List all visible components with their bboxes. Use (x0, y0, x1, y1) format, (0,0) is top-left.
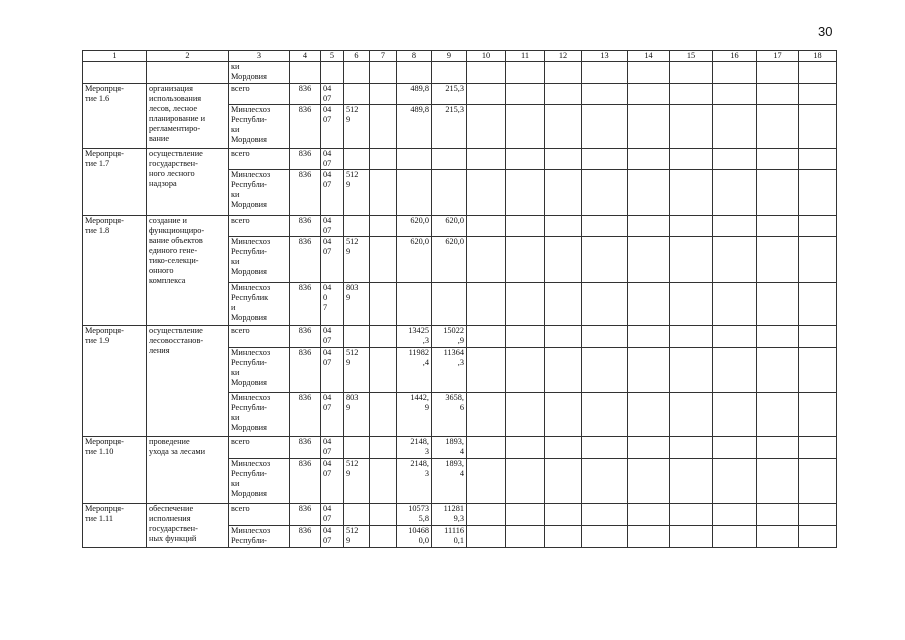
measure-description: организация использования лесов, лесное планирование и регламентиро- вание (147, 84, 229, 149)
code-cell: 04 07 (321, 526, 344, 548)
code-cell (344, 504, 370, 526)
header-cell: 11 (506, 51, 545, 62)
header-cell: 10 (467, 51, 506, 62)
header-cell: 18 (799, 51, 837, 62)
code-cell: 04 07 (321, 326, 344, 348)
value-cell (432, 149, 467, 170)
measure-name: Меропрця- тие 1.11 (83, 504, 147, 548)
code-cell: 04 07 (321, 504, 344, 526)
header-cell: 15 (670, 51, 713, 62)
code-cell: 836 (290, 170, 321, 216)
header-cell: 2 (147, 51, 229, 62)
value-cell: 620,0 (432, 237, 467, 283)
header-cell: 13 (582, 51, 628, 62)
code-cell: 836 (290, 348, 321, 393)
page-number: 30 (818, 24, 833, 39)
value-cell: 2148, 3 (397, 459, 432, 504)
code-cell: 836 (290, 459, 321, 504)
header-cell: 14 (628, 51, 670, 62)
value-cell: 13425 ,3 (397, 326, 432, 348)
value-cell: 1442, 9 (397, 393, 432, 437)
recipient-cell: всего (229, 216, 290, 237)
table-cell (147, 62, 229, 84)
recipient-cell: Минлесхоз Республи- ки Мордовия (229, 105, 290, 149)
value-cell: 2148, 3 (397, 437, 432, 459)
code-cell: 803 9 (344, 283, 370, 326)
code-cell (344, 437, 370, 459)
code-cell: 04 07 (321, 84, 344, 105)
code-cell: 04 07 (321, 216, 344, 237)
recipient-cell: Минлесхоз Республи- (229, 526, 290, 548)
header-cell: 16 (713, 51, 757, 62)
code-cell: 512 9 (344, 348, 370, 393)
measure-name: Меропрця- тие 1.7 (83, 149, 147, 216)
code-cell: 512 9 (344, 459, 370, 504)
header-cell: 12 (545, 51, 582, 62)
code-cell: 04 07 (321, 437, 344, 459)
measure-name: Меропрця- тие 1.6 (83, 84, 147, 149)
value-cell: 215,3 (432, 105, 467, 149)
code-cell: 04 07 (321, 149, 344, 170)
header-cell: 17 (757, 51, 799, 62)
value-cell: 11982 ,4 (397, 348, 432, 393)
recipient-cell: Минлесхоз Республи- ки Мордовия (229, 348, 290, 393)
measure-name: Меропрця- тие 1.10 (83, 437, 147, 504)
value-cell: 620,0 (397, 216, 432, 237)
value-cell: 620,0 (397, 237, 432, 283)
code-cell: 836 (290, 237, 321, 283)
header-row (83, 51, 837, 62)
value-cell: 11281 9,3 (432, 504, 467, 526)
recipient-cell: всего (229, 326, 290, 348)
measure-name: Меропрця- тие 1.9 (83, 326, 147, 437)
value-cell (397, 170, 432, 216)
code-cell: 04 07 (321, 393, 344, 437)
recipient-cell: всего (229, 504, 290, 526)
code-cell: 836 (290, 105, 321, 149)
code-cell: 512 9 (344, 237, 370, 283)
recipient-cell: Минлесхоз Республи- ки Мордовия (229, 170, 290, 216)
code-cell: 04 07 (321, 348, 344, 393)
recipient-cell: Минлесхоз Республи- ки Мордовия (229, 237, 290, 283)
recipient-cell: всего (229, 84, 290, 105)
value-cell (397, 149, 432, 170)
code-cell: 04 07 (321, 237, 344, 283)
measure-description: проведение ухода за лесами (147, 437, 229, 504)
code-cell: 512 9 (344, 170, 370, 216)
header-cell: 1 (83, 51, 147, 62)
value-cell: 489,8 (397, 105, 432, 149)
value-cell (397, 283, 432, 326)
code-cell: 836 (290, 504, 321, 526)
code-cell: 836 (290, 326, 321, 348)
code-cell: 836 (290, 437, 321, 459)
table-row (83, 437, 837, 459)
recipient-cell: Минлесхоз Республик и Мордовия (229, 283, 290, 326)
code-cell: 836 (290, 216, 321, 237)
recipient-cell: Минлесхоз Республи- ки Мордовия (229, 393, 290, 437)
code-cell: 836 (290, 393, 321, 437)
measure-description: обеспечение исполнения государствен- ных функций (147, 504, 229, 548)
value-cell: 215,3 (432, 84, 467, 105)
value-cell: 620,0 (432, 216, 467, 237)
header-cell: 8 (397, 51, 432, 62)
code-cell: 04 07 (321, 105, 344, 149)
header-cell: 7 (370, 51, 397, 62)
measure-description: создание и функционциро- вание объектов единого гене- тико-селекци- онного комплекса (147, 216, 229, 326)
code-cell (344, 149, 370, 170)
value-cell: 1893, 4 (432, 459, 467, 504)
header-cell: 9 (432, 51, 467, 62)
code-cell: 512 9 (344, 105, 370, 149)
value-cell: 11116 0,1 (432, 526, 467, 548)
table-cell (83, 62, 147, 84)
header-cell: 4 (290, 51, 321, 62)
measure-description: осуществление государствен- ного лесного надзора (147, 149, 229, 216)
code-cell (344, 216, 370, 237)
recipient-cell: всего (229, 437, 290, 459)
recipient-cell: всего (229, 149, 290, 170)
recipient-cell: ки Мордовия (229, 62, 290, 84)
header-cell: 3 (229, 51, 290, 62)
table-row (83, 62, 837, 84)
value-cell: 15022 ,9 (432, 326, 467, 348)
value-cell: 10468 0,0 (397, 526, 432, 548)
table-row (83, 149, 837, 170)
code-cell: 836 (290, 283, 321, 326)
budget-table (82, 50, 837, 548)
code-cell: 803 9 (344, 393, 370, 437)
value-cell: 3658, 6 (432, 393, 467, 437)
value-cell: 1893, 4 (432, 437, 467, 459)
code-cell (344, 326, 370, 348)
recipient-cell: Минлесхоз Республи- ки Мордовия (229, 459, 290, 504)
code-cell: 836 (290, 149, 321, 170)
value-cell: 489,8 (397, 84, 432, 105)
value-cell: 11364 ,3 (432, 348, 467, 393)
code-cell: 04 07 (321, 170, 344, 216)
value-cell: 10573 5,8 (397, 504, 432, 526)
measure-name: Меропрця- тие 1.8 (83, 216, 147, 326)
code-cell: 04 0 7 (321, 283, 344, 326)
value-cell (432, 170, 467, 216)
header-cell: 5 (321, 51, 344, 62)
code-cell (344, 84, 370, 105)
code-cell: 04 07 (321, 459, 344, 504)
code-cell: 836 (290, 526, 321, 548)
header-cell: 6 (344, 51, 370, 62)
code-cell: 836 (290, 84, 321, 105)
measure-description: осуществление лесовосстанов- ления (147, 326, 229, 437)
value-cell (432, 283, 467, 326)
code-cell: 512 9 (344, 526, 370, 548)
table-row (83, 84, 837, 105)
table-row (83, 216, 837, 237)
table-row (83, 504, 837, 526)
table-row (83, 326, 837, 348)
